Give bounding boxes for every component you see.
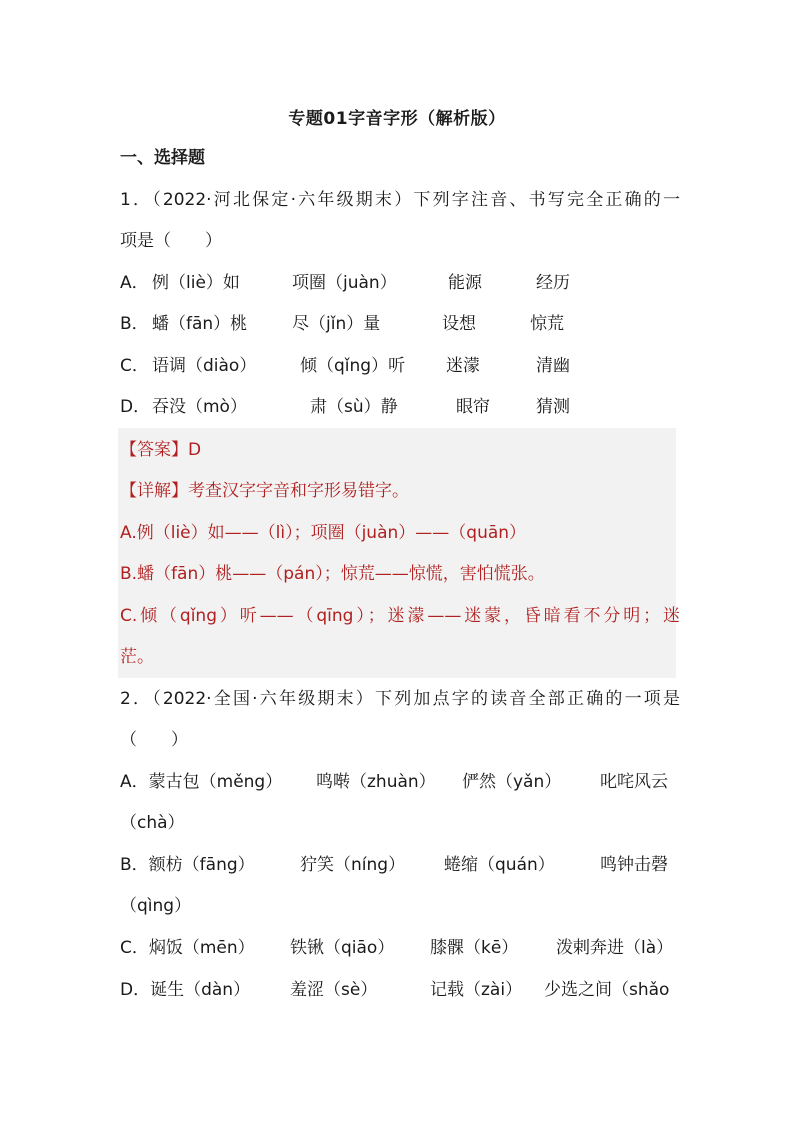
q1-explain-c-line1: C.倾（qǐng）听——（qīng）；迷濛——迷蒙，昏暗看不分明；迷 <box>120 606 680 626</box>
q2-option-b-line2: （qìng） <box>120 896 192 916</box>
option-item: 叱咤风云 <box>600 772 668 792</box>
detail-tag: 【详解】 <box>120 481 188 501</box>
option-item: 惊荒 <box>530 314 564 334</box>
option-item: 迷濛 <box>446 356 480 376</box>
option-item: 鸣啭（zhuàn） <box>316 772 436 792</box>
q1-explain-c-line2: 茫。 <box>120 647 154 667</box>
option-item: A．蒙古包（měng） <box>120 772 283 792</box>
option-label: A． <box>120 273 149 293</box>
q1-option-b <box>120 304 680 345</box>
option-item: C．焖饭（mēn） <box>120 938 255 958</box>
q1-stem-line1: 1．（2022·河北保定·六年级期末）下列字注音、书写完全正确的一 <box>120 190 680 210</box>
answer-value: D <box>188 440 202 460</box>
option-label: D． <box>120 397 151 417</box>
q2-option-d <box>120 970 680 1011</box>
option-item: 尽（jǐn）量 <box>292 314 381 334</box>
q1-explain-a: A.例（liè）如——（lì）；项圈（juàn）——（quān） <box>120 523 527 543</box>
option-item: 眼帘 <box>456 397 490 417</box>
option-item: 倾（qǐng）听 <box>300 356 406 376</box>
option-item: 蟠（fān）桃 <box>152 314 248 334</box>
option-item: 吞没（mò） <box>152 397 247 417</box>
option-item: 设想 <box>442 314 476 334</box>
answer-tag: 【答案】 <box>120 440 188 460</box>
option-item: D．诞生（dàn） <box>120 980 251 1000</box>
option-item: 羞涩（sè） <box>290 980 378 1000</box>
option-item: 语调（diào） <box>152 356 257 376</box>
q2-option-a-line2: （chà） <box>120 813 185 833</box>
detail-text: 考查汉字字音和字形易错字。 <box>188 481 409 501</box>
option-item: 少选之间（shǎo <box>544 980 670 1000</box>
option-item: 能源 <box>448 273 482 293</box>
q1-stem-line2: 项是（ ） <box>120 231 222 251</box>
option-item: 清幽 <box>536 356 570 376</box>
option-item: 铁锹（qiāo） <box>290 938 395 958</box>
option-label: C． <box>120 356 149 376</box>
option-item: 蜷缩（quán） <box>444 855 555 875</box>
option-item: 猜测 <box>536 397 570 417</box>
option-item: 经历 <box>536 273 570 293</box>
q2-stem-line2: （ ） <box>120 730 188 750</box>
q1-option-d <box>120 387 680 428</box>
option-item: 例（liè）如 <box>152 273 240 293</box>
option-item: 鸣钟击磬 <box>600 855 668 875</box>
q1-answer <box>120 430 680 471</box>
q1-option-a <box>120 263 680 304</box>
option-item: 泼剌奔进（là） <box>556 938 674 958</box>
q2-option-a-line1 <box>120 762 680 803</box>
option-item: 膝髁（kē） <box>430 938 519 958</box>
option-item: 项圈（juàn） <box>292 273 397 293</box>
option-item: B．额枋（fāng） <box>120 855 255 875</box>
q2-option-b-line1 <box>120 845 680 886</box>
q1-detail <box>120 471 680 512</box>
document-title: 专题01字音字形（解析版） <box>288 109 506 129</box>
q2-option-c <box>120 928 680 969</box>
option-label: B． <box>120 314 149 334</box>
option-item: 肃（sù）静 <box>310 397 398 417</box>
section-heading: 一、选择题 <box>120 148 205 168</box>
option-item: 狞笑（níng） <box>300 855 406 875</box>
option-item: 记载（zài） <box>430 980 523 1000</box>
q2-stem-line1: 2．（2022·全国·六年级期末）下列加点字的读音全部正确的一项是 <box>120 689 680 709</box>
q1-option-c <box>120 346 680 387</box>
q1-explain-b: B.蟠（fān）桃——（pán）；惊荒——惊慌，害怕慌张。 <box>120 564 545 584</box>
option-item: 俨然（yǎn） <box>462 772 562 792</box>
